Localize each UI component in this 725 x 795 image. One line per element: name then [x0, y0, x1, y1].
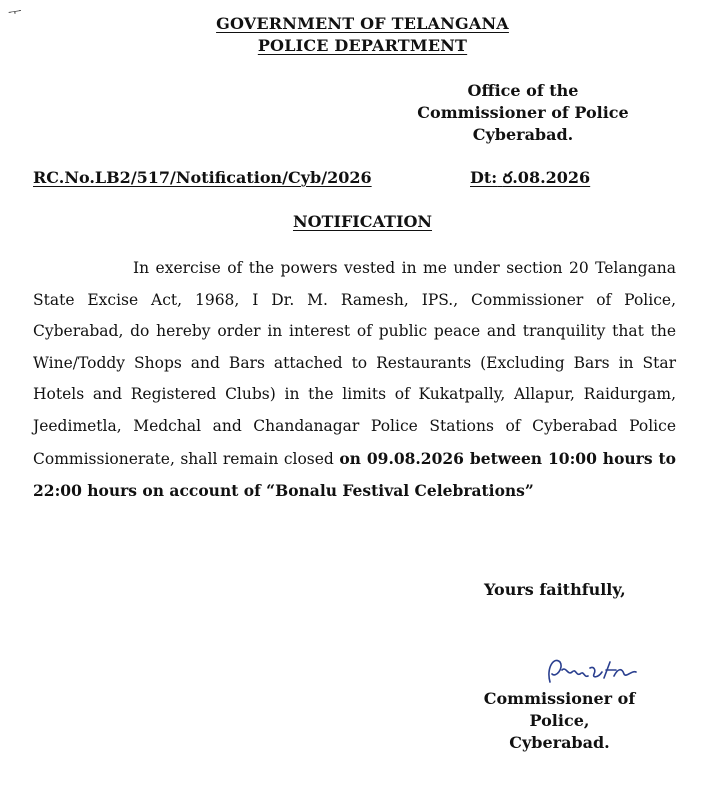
- office-line-3: Cyberabad.: [472, 125, 574, 144]
- office-line-1: Office of the: [467, 81, 579, 100]
- notification-title: NOTIFICATION: [292, 212, 433, 231]
- closing-salutation: Yours faithfully,: [484, 580, 626, 599]
- date-label: Dt:: [470, 168, 498, 187]
- notification-body: [33, 253, 676, 508]
- body-main-text: In exercise of the powers vested in me under section 20 Telangana State Excise Act, 1968, I Dr. M. Ramesh, IPS., Commissioner of Police, Cyberabad, do hereby order in interest of public peace and tranquility that the Wine/Toddy Shops and Bars attached to Restaurants (Excluding Bars in Star Hotels and Registered Clubs) in the limits of Kukatpally, Allapur, Raidurgam, Jeedimetla, Medchal and Chandanagar Police Stations of Cyberabad Police Commissionerate, shall remain closed: [33, 259, 676, 468]
- date-line: [470, 168, 590, 191]
- date-value: ర.08.2026: [502, 168, 591, 187]
- department-header: POLICE DEPARTMENT: [257, 36, 468, 55]
- designation-line-2: Cyberabad.: [509, 733, 610, 752]
- corner-mark: ᅮ: [7, 4, 23, 22]
- designation-line-1: Commissioner of Police,: [483, 689, 636, 730]
- office-line-2: Commissioner of Police: [417, 103, 629, 122]
- signatory-block: [452, 688, 667, 754]
- government-header: GOVERNMENT OF TELANGANA: [216, 14, 509, 33]
- reference-number: RC.No.LB2/517/Notification/Cyb/2026: [33, 168, 372, 187]
- body-bold-text: on 09.08.2026 between 10:00 hours to 22:00 hours on account of “Bonalu Festival Celebrations”: [33, 448, 677, 501]
- office-block: [413, 80, 633, 146]
